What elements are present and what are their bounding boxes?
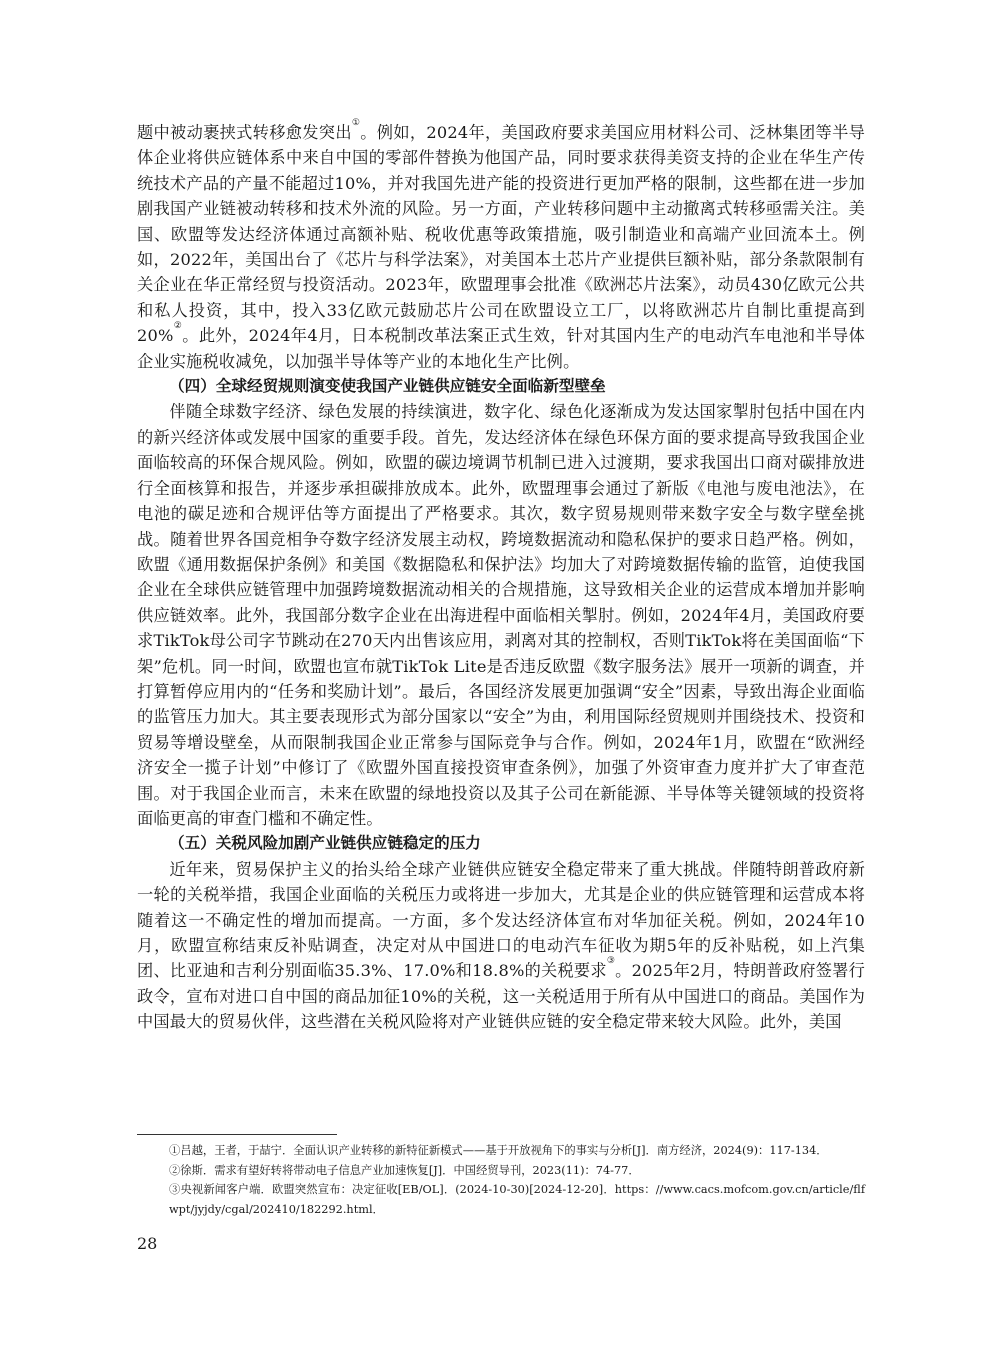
text-run: 。此外，2024年4月，日本税制改革法案正式生效，针对其国内生产的电动汽车电池和半导体企业实施税收减免，以加强半导体等产业的本地化生产比例。 xyxy=(137,326,865,371)
section-heading-4: （四）全球经贸规则演变使我国产业链供应链安全面临新型壁垒 xyxy=(169,377,606,396)
footnote-2: ②徐斯．需求有望好转将带动电子信息产业加速恢复[J]．中国经贸导刊，2023(11)：74-77． xyxy=(169,1163,640,1177)
text-run: 。例如，2024年，美国政府要求美国应用材料公司、泛林集团等半导体企业将供应链体系中来自中国的零部件替换为他国产品，同时要求获得美资支持的企业在华生产传统技术产品的产量不能超过10%，并对我国先进产能的投资进行更加严格的限制，这些都在进一步加剧我国产业链被动转移和技术外流的风险。另一方面，产业转移问题中主动撤离式转移亟需关注。美国、欧盟等发达经济体通过高额补贴、税收优惠等政策措施，吸引制造业和高端产业回流本土。例如，2022年，美国出台了《芯片与科学法案》，对美国本土芯片产业提供巨额补贴，部分条款限制有关企业在华正常经贸与投资活动。2023年，欧盟理事会批准《欧洲芯片法案》，动员430亿欧元公共和私人投资，其中，投入33亿欧元鼓励芯片公司在欧盟设立工厂，以将欧洲芯片自制比重提高到20% xyxy=(137,123,865,346)
paragraph-tariff-risk xyxy=(137,857,865,1035)
article-body xyxy=(137,120,865,1035)
footnote-divider xyxy=(137,1134,337,1135)
footnote-3: ③央视新闻客户端．欧盟突然宣布：决定征收[EB/OL]．(2024-10-30)[2024-12-20]．https：//www.cacs.mofcom.gov.cn/article/flfwpt/jyjdy/cgal/202410/182292.html． xyxy=(169,1183,865,1216)
text-run: 近年来，贸易保护主义的抬头给全球产业链供应链安全稳定带来了重大挑战。伴随特朗普政府新一轮的关税举措，我国企业面临的关税压力或将进一步加大，尤其是企业的供应链管理和运营成本将随着这一不确定性的增加而提高。一方面，多个发达经济体宣布对华加征关税。例如，2024年10月，欧盟宣称结束反补贴调查，决定对从中国进口的电动汽车征收为期5年的反补贴税，如上汽集团、比亚迪和吉利分别面临35.3%、17.0%和18.8%的关税要求 xyxy=(137,859,865,981)
text-run: 题中被动裹挟式转移愈发突出 xyxy=(137,123,352,142)
text-run: 。2025年2月，特朗普政府签署行政令，宣布对进口自中国的商品加征10%的关税，这一关税适用于所有从中国进口的商品。美国作为中国最大的贸易伙伴，这些潜在关税风险将对产业链供应链的安全稳定带来较大风险。此外，美国 xyxy=(137,961,865,1032)
footnote-ref-2[interactable]: ② xyxy=(173,321,183,332)
footnote-1: ①吕越，王者，于喆宁．全面认识产业转移的新特征新模式——基于开放视角下的事实与分析[J]．南方经济，2024(9)：117-134． xyxy=(169,1144,828,1157)
footnote-ref-3[interactable]: ③ xyxy=(606,956,616,967)
page-number: 28 xyxy=(137,1234,158,1253)
paragraph-trade-rules: 伴随全球数字经济、绿色发展的持续演进，数字化、绿色化逐渐成为发达国家掣肘包括中国在内的新兴经济体或发展中国家的重要手段。首先，发达经济体在绿色环保方面的要求提高导致我国企业面临较高的环保合规风险。例如，欧盟的碳边境调节机制已进入过渡期，要求我国出口商对碳排放进行全面核算和报告，并逐步承担碳排放成本。此外，欧盟理事会通过了新版《电池与废电池法》，在电池的碳足迹和合规评估等方面提出了严格要求。其次，数字贸易规则带来数字安全与数字壁垒挑战。随着世界各国竞相争夺数字经济发展主动权，跨境数据流动和隐私保护的要求日趋严格。例如，欧盟《通用数据保护条例》和美国《数据隐私和保护法》均加大了对跨境数据传输的监管，迫使我国企业在全球供应链管理中加强跨境数据流动相关的合规措施，这导致相关企业的运营成本增加并影响供应链效率。此外，我国部分数字企业在出海进程中面临相关掣肘。例如，2024年4月，美国政府要求TikTok母公司字节跳动在270天内出售该应用，剥离对其的控制权，否则TikTok将在美国面临“下架”危机。同一时间，欧盟也宣布就TikTok Lite是否违反欧盟《数字服务法》展开一项新的调查，并打算暂停应用内的“任务和奖励计划”。最后，各国经济发展更加强调“安全”因素，导致出海企业面临的监管压力加大。其主要表现形式为部分国家以“安全”为由，利用国际经贸规则并围绕技术、投资和贸易等增设壁垒，从而限制我国企业正常参与国际竞争与合作。例如，2024年1月，欧盟在“欧洲经济安全一揽子计划”中修订了《欧盟外国直接投资审查条例》，加强了外资审查力度并扩大了审查范围。对于我国企业而言，未来在欧盟的绿地投资以及其子公司在新能源、半导体等关键领域的投资将面临更高的审查门槛和不确定性。 xyxy=(137,402,865,828)
footnote-ref-1[interactable]: ① xyxy=(351,118,361,128)
section-heading-5: （五）关税风险加剧产业链供应链稳定的压力 xyxy=(169,834,481,853)
footnotes xyxy=(137,1134,865,1219)
paragraph-industry-transfer xyxy=(137,120,865,374)
